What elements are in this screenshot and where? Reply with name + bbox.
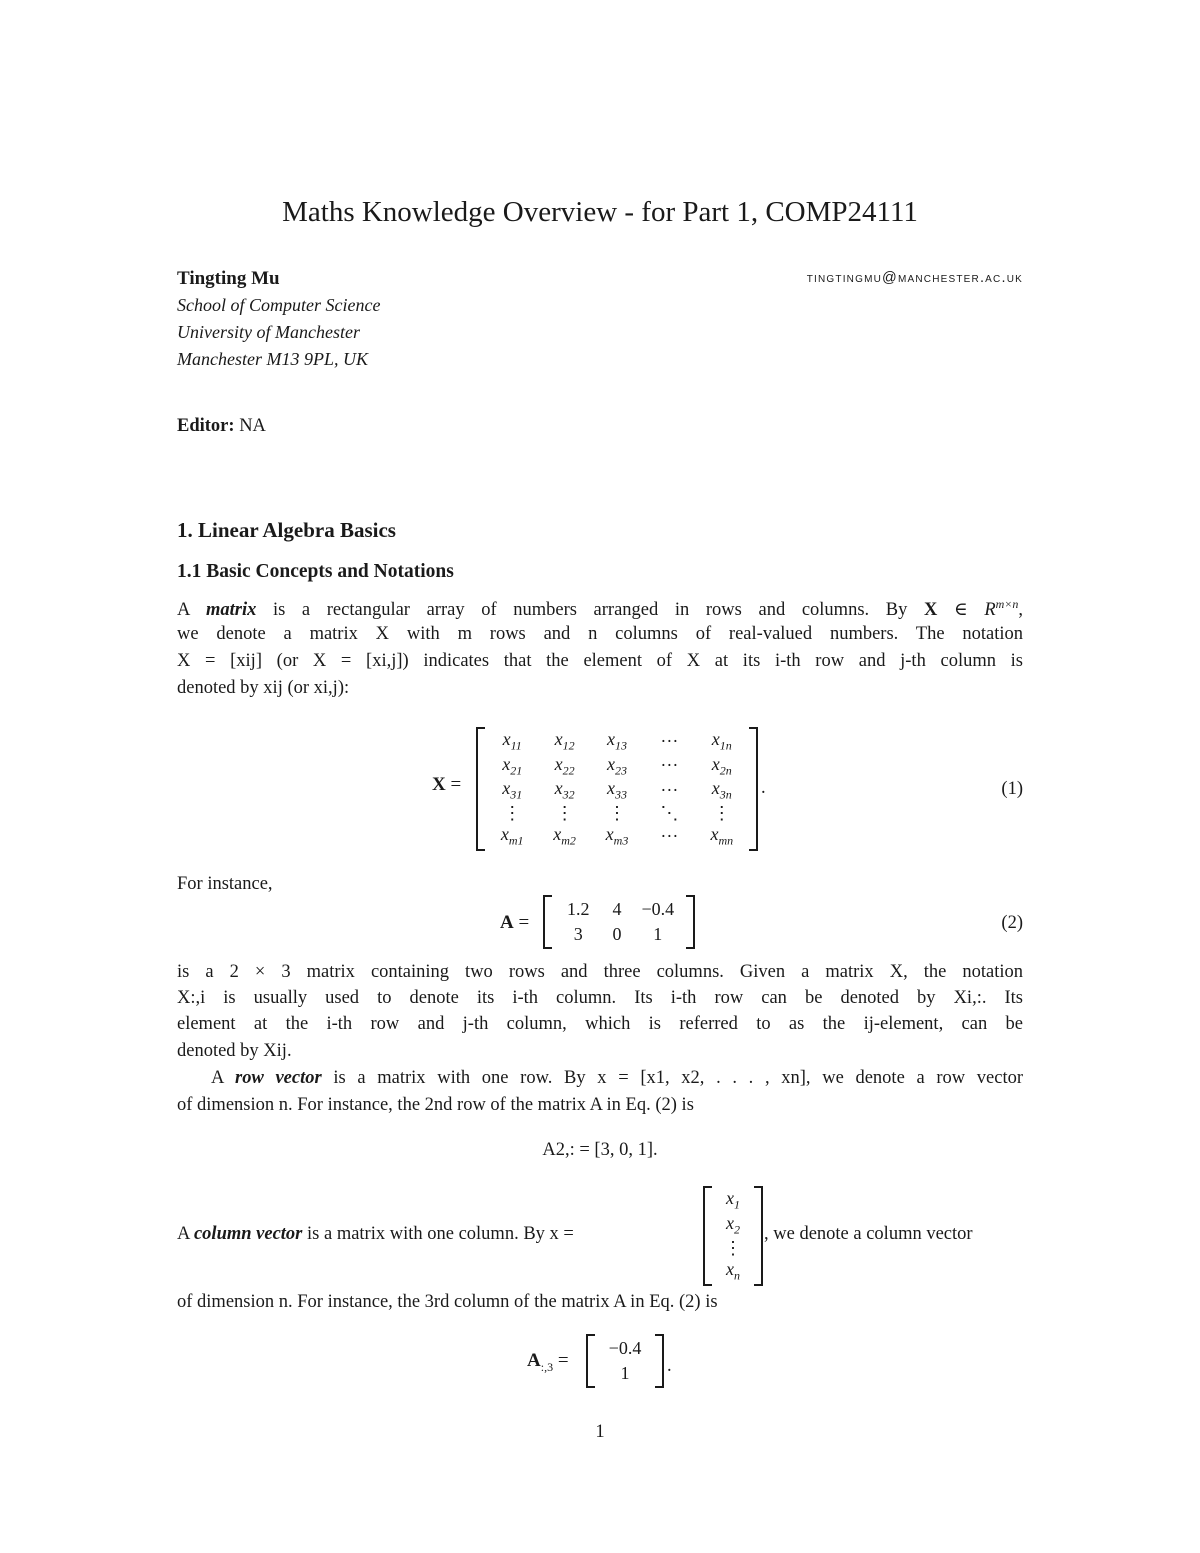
matrix-cell: $x_{22}$ xyxy=(554,753,575,778)
matrix-cell: ⋮ xyxy=(555,803,574,824)
section-title: Linear Algebra Basics xyxy=(198,518,396,542)
author-email: tingtingmu@manchester.ac.uk xyxy=(806,270,1023,286)
equation-number-1: (1) xyxy=(1001,779,1023,799)
matrix-cell: ⋮ xyxy=(607,803,626,824)
paragraph-2-line-2: X:,i is usually used to denote its i-th column. Its i-th row can be denoted by Xi,:. Its xyxy=(177,988,1023,1008)
affiliation-line-3: Manchester M13 9PL, UK xyxy=(177,349,368,369)
editor-line xyxy=(177,416,266,437)
matrix-cell: $x_{m1}$ xyxy=(500,824,524,848)
term-column-vector: column vector xyxy=(193,1224,303,1244)
paragraph-4-line-1a: A column vector is a matrix with one column. By x = xyxy=(177,1224,574,1244)
eq-a3-period: . xyxy=(667,1356,672,1376)
matrix-cell: $x_{23}$ xyxy=(606,753,627,778)
matrix-cell: ⋮ xyxy=(503,803,522,824)
author-name: Tingting Mu xyxy=(177,268,280,289)
bracket-left xyxy=(586,1334,595,1388)
matrix-A-grid xyxy=(555,897,683,947)
vector-A3 xyxy=(586,1334,664,1388)
matrix-cell: $x_{m2}$ xyxy=(553,824,576,848)
matrix-cell: ⋮ xyxy=(712,803,731,824)
matrix-cell: $x_{13}$ xyxy=(606,729,627,753)
equation-number-2: (2) xyxy=(1001,913,1023,933)
matrix-X xyxy=(476,727,758,851)
vector-A3-grid xyxy=(596,1336,654,1386)
paragraph-4-line-1b: , we denote a column vector xyxy=(764,1224,973,1244)
matrix-A xyxy=(543,895,695,949)
term-row-vector: row vector xyxy=(235,1068,322,1088)
column-vector-grid xyxy=(711,1188,755,1284)
paragraph-1-line-4: denoted by xij (or xi,j): xyxy=(177,678,350,698)
matrix-cell: $x_{31}$ xyxy=(502,778,523,802)
matrix-cell: $x_{2n}$ xyxy=(711,753,732,778)
eq1-period: . xyxy=(761,778,766,798)
editor-label: Editor: xyxy=(177,416,235,436)
matrix-cell: ··· xyxy=(660,730,679,751)
matrix-cell: 3 xyxy=(573,924,583,944)
paragraph-3-line-2: of dimension n. For instance, the 2nd row of the matrix A in Eq. (2) is xyxy=(177,1095,694,1115)
matrix-cell: ⋮ xyxy=(724,1237,742,1258)
matrix-cell: 1.2 xyxy=(567,899,590,919)
bracket-left xyxy=(476,727,485,851)
subsection-title: Basic Concepts and Notations xyxy=(206,561,454,582)
matrix-cell: $x_{11}$ xyxy=(502,729,522,753)
section-heading xyxy=(177,518,396,543)
matrix-cell: $x_2$ xyxy=(726,1212,740,1237)
matrix-cell: $x_{1n}$ xyxy=(711,729,732,753)
section-number: 1. xyxy=(177,518,193,542)
eq1-lhs: X = xyxy=(432,774,462,795)
term-matrix: matrix xyxy=(205,600,257,621)
paragraph-2-line-4: denoted by Xij. xyxy=(177,1041,292,1061)
eq-a3-lhs: $A_{:,3}$ = xyxy=(527,1350,569,1374)
matrix-cell: ··· xyxy=(660,755,679,776)
matrix-cell: −0.4 xyxy=(608,1338,642,1358)
bracket-right xyxy=(749,727,758,851)
matrix-cell: $x_{21}$ xyxy=(502,753,523,778)
matrix-cell: $x_{m3}$ xyxy=(605,824,629,848)
matrix-cell: $x_{32}$ xyxy=(554,778,575,802)
matrix-cell: $x_{mn}$ xyxy=(710,824,734,848)
matrix-cell: $x_{3n}$ xyxy=(711,778,732,802)
matrix-cell: $x_1$ xyxy=(726,1188,740,1212)
bracket-right xyxy=(686,895,695,949)
matrix-cell: ⋱ xyxy=(660,803,679,824)
matrix-cell: 4 xyxy=(612,899,622,919)
subsection-heading xyxy=(177,561,454,583)
editor-value: NA xyxy=(239,416,266,436)
paragraph-4-line-2: of dimension n. For instance, the 3rd column of the matrix A in Eq. (2) is xyxy=(177,1292,718,1312)
paragraph-2-line-1: is a 2 × 3 matrix containing two rows and three columns. Given a matrix X, the notation xyxy=(177,962,1023,982)
matrix-cell: $x_{12}$ xyxy=(554,729,575,753)
matrix-cell: $x_{33}$ xyxy=(606,778,627,802)
paragraph-3-line-1: A row vector is a matrix with one row. By x = [x1, x2, . . . , xn], we denote a row vector xyxy=(211,1068,1023,1088)
matrix-cell: −0.4 xyxy=(641,899,675,919)
bracket-right xyxy=(655,1334,664,1388)
matrix-X-grid xyxy=(486,729,748,849)
column-vector-x xyxy=(703,1186,763,1286)
affiliation-line-1: School of Computer Science xyxy=(177,295,381,315)
row-vector-equation: A2,: = [3, 0, 1]. xyxy=(542,1140,658,1160)
matrix-cell: $x_n$ xyxy=(726,1259,740,1283)
page-number: 1 xyxy=(595,1422,605,1442)
matrix-cell: 1 xyxy=(653,924,663,944)
paragraph-1-line-3: X = [xij] (or X = [xi,j]) indicates that the element of X at its i-th row and j-th column is xyxy=(177,651,1023,671)
bracket-right xyxy=(754,1186,763,1286)
matrix-cell: ··· xyxy=(660,826,679,847)
paragraph-2-line-3: element at the i-th row and j-th column, which is referred to as the ij-element, can be xyxy=(177,1014,1023,1034)
paper-title: Maths Knowledge Overview - for Part 1, COMP24111 xyxy=(282,196,918,228)
matrix-cell: 0 xyxy=(612,924,622,944)
for-instance-text: For instance, xyxy=(177,874,273,894)
matrix-cell: 1 xyxy=(620,1363,630,1383)
matrix-cell: ··· xyxy=(660,779,679,800)
paragraph-1-line-2: we denote a matrix X with m rows and n columns of real-valued numbers. The notation xyxy=(177,624,1023,644)
bracket-left xyxy=(543,895,552,949)
affiliation-line-2: University of Manchester xyxy=(177,322,360,342)
paragraph-1-line-1: A matrix is a rectangular array of numbers arranged in rows and columns. By X ∈ $R^{m\times n}$, xyxy=(177,597,1024,621)
subsection-number: 1.1 xyxy=(177,561,202,582)
eq2-lhs: A = xyxy=(500,912,530,933)
